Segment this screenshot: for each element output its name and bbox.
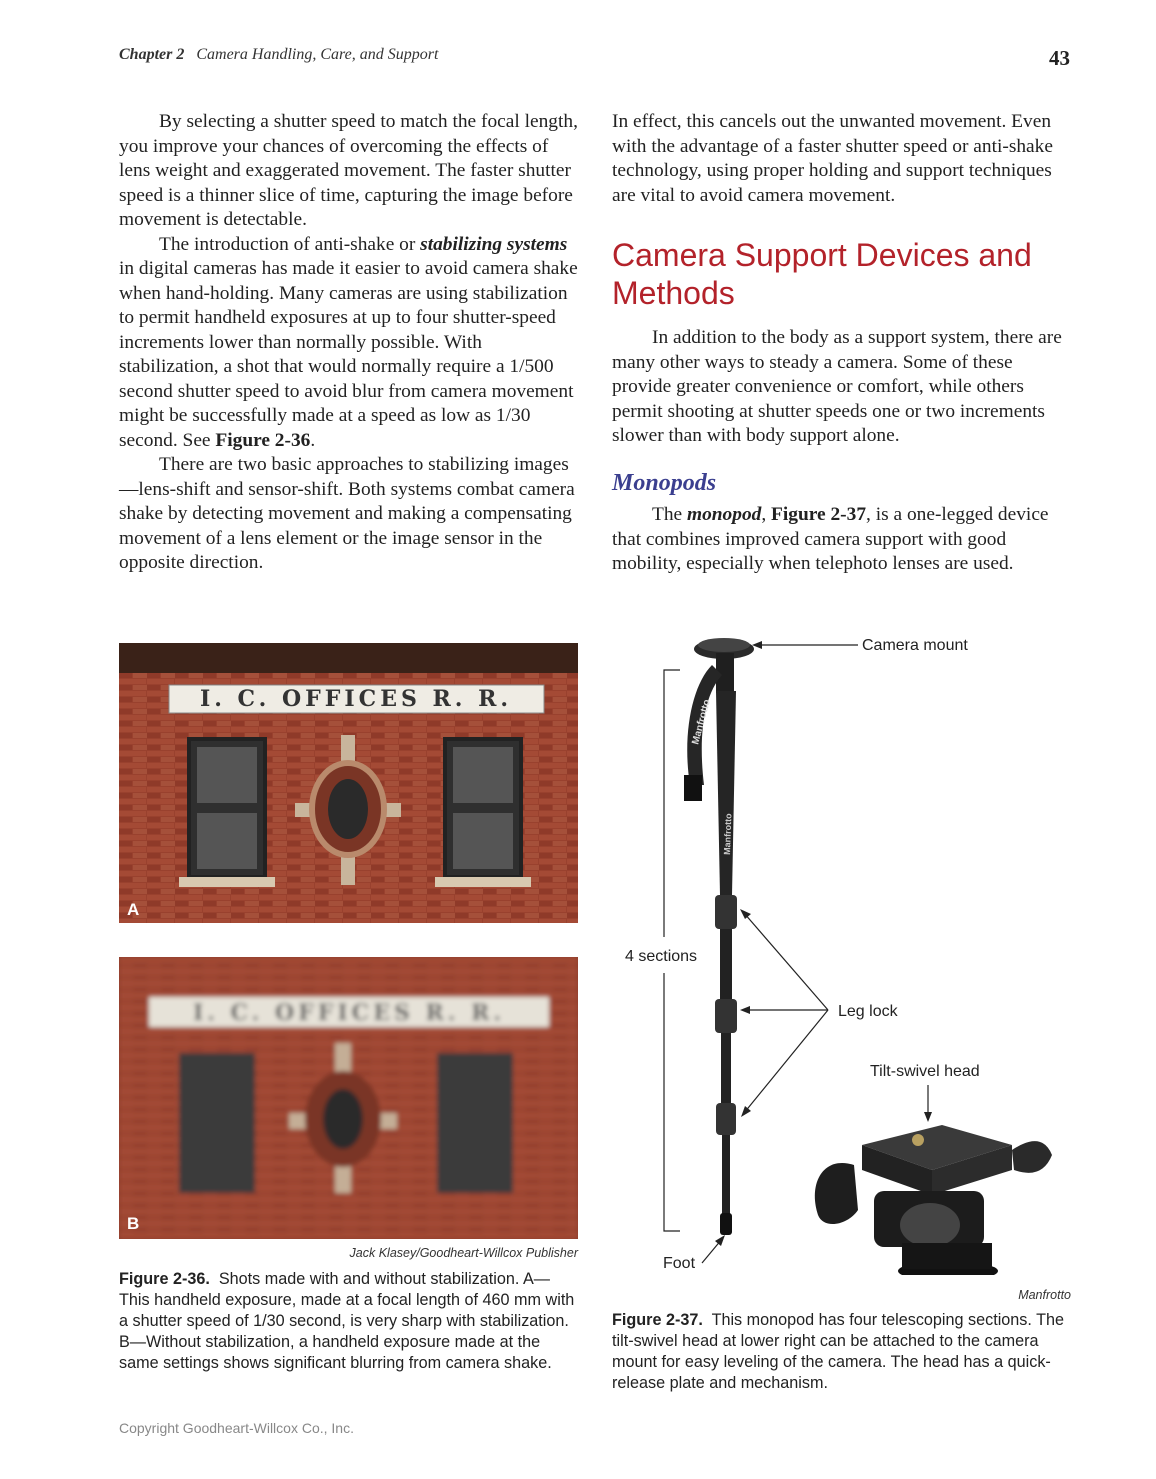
text-run: , is a one-legged device that combines improved camera support with good mobility, especially when telephoto lenses are used. bbox=[612, 504, 1049, 574]
paragraph: In effect, this cancels out the unwanted movement. Even with the advantage of a faster shutter speed or anti-shake technology, using proper holding and support techniques are vital to avoid camera movement. bbox=[612, 111, 1053, 206]
text-run: , bbox=[761, 504, 772, 525]
caption-text: Shots made with and without stabilization. A—This handheld exposure, made at a focal length of 460 mm with a shutter speed of 1/30 second, is very sharp with stabilization. B—Without stabilization, a handheld exposure made at the same settings shows significant blurring from camera shake. bbox=[119, 1270, 575, 1372]
figure-reference[interactable]: Figure 2-36 bbox=[215, 429, 311, 451]
tilt-swivel-head bbox=[815, 1125, 1052, 1275]
leg-lock-1 bbox=[715, 895, 737, 929]
figure-2-37-illustration bbox=[612, 625, 1072, 1275]
copyright-footer: Copyright Goodheart-Willcox Co., Inc. bbox=[119, 1420, 354, 1436]
panel-label-b: B bbox=[127, 1214, 140, 1233]
figure-2-36-caption bbox=[119, 1269, 579, 1374]
photo-credit: Jack Klasey/Goodheart-Willcox Publisher bbox=[349, 1246, 578, 1260]
monopod-section-1 bbox=[716, 691, 736, 895]
label-4-sections: 4 sections bbox=[625, 948, 698, 965]
leg-lock-2 bbox=[715, 999, 737, 1033]
chapter-title: Camera Handling, Care, and Support bbox=[196, 46, 439, 63]
chapter-number: Chapter 2 bbox=[119, 46, 185, 63]
text-run: The introduction of anti-shake or bbox=[159, 233, 421, 255]
text-run: . bbox=[310, 429, 316, 451]
right-column bbox=[612, 110, 1074, 577]
monopod-foot bbox=[720, 1213, 732, 1235]
paragraph: In addition to the body as a support system, there are many other ways to steady a camera. Some of these provide greater convenience or comfort, while others permit shooting at shutter speeds one or two increments slower than with body support alone. bbox=[612, 327, 1062, 446]
paragraph: By selecting a shutter speed to match the focal length, you improve your chances of overcoming the effects of lens weight and exaggerated movement. The faster shutter speed is a thinner slice of time, capturing the image before movement is detectable. bbox=[119, 111, 578, 230]
label-camera-mount: Camera mount bbox=[862, 637, 968, 654]
strap-brand: Manfrotto bbox=[690, 698, 713, 746]
section-heading: Camera Support Devices and Methods bbox=[612, 237, 1032, 311]
leg-brand: Manfrotto bbox=[722, 813, 734, 856]
paragraph bbox=[612, 503, 1074, 577]
photo-credit: Manfrotto bbox=[1018, 1288, 1071, 1302]
running-header bbox=[119, 46, 438, 64]
label-leg-lock: Leg lock bbox=[838, 1003, 898, 1020]
brick-building-photo-sharp bbox=[119, 643, 578, 923]
text-run: in digital cameras has made it easier to avoid camera shake when hand-holding. Many cameras are using stabilization to permit handheld exposures at up to four shutter-speed increments lower than normally possible. With stabilization, a shot that would normally require a 1/500 second shutter speed to avoid blur from camera movement might be successfully made at a speed as low as 1/30 second. See bbox=[119, 258, 578, 451]
monopod-section-3 bbox=[721, 1033, 731, 1103]
leg-lock-3 bbox=[716, 1103, 736, 1135]
page-number: 43 bbox=[1049, 46, 1070, 70]
figure-2-37-caption bbox=[612, 1310, 1074, 1394]
left-column bbox=[119, 110, 579, 576]
figure-2-36-photo-b bbox=[119, 957, 578, 1239]
paragraph bbox=[119, 233, 579, 454]
subsection-heading: Monopods bbox=[612, 469, 717, 496]
label-tilt-swivel-head: Tilt-swivel head bbox=[870, 1063, 980, 1080]
brick-building-photo-blurred bbox=[119, 957, 578, 1239]
monopod-section-4 bbox=[722, 1135, 730, 1215]
sign-text-blurred: I. C. OFFICES R. R. bbox=[192, 1000, 506, 1026]
figure-reference[interactable]: Figure 2-37 bbox=[771, 504, 867, 525]
sign-text: I. C. OFFICES R. R. bbox=[199, 686, 513, 712]
caption-title: Figure 2-36. bbox=[119, 1270, 210, 1288]
panel-label-a: A bbox=[127, 900, 140, 919]
paragraph: There are two basic approaches to stabilizing images—lens-shift and sensor-shift. Both systems combat camera shake by detecting movement and making a compensating movement of a lens element or the image sensor in the opposite direction. bbox=[119, 454, 575, 573]
key-term: monopod bbox=[687, 504, 762, 525]
key-term: stabilizing systems bbox=[420, 233, 568, 255]
figure-2-36-photo-a bbox=[119, 643, 578, 923]
caption-text: This monopod has four telescoping sections. The tilt-swivel head at lower right can be attached to the camera mount for easy leveling of the camera. The head has a quick-release plate and mechanism. bbox=[612, 1311, 1064, 1392]
caption-title: Figure 2-37. bbox=[612, 1311, 703, 1329]
text-run: The bbox=[652, 504, 687, 525]
monopod-section-2 bbox=[720, 929, 732, 999]
label-foot: Foot bbox=[663, 1255, 696, 1272]
